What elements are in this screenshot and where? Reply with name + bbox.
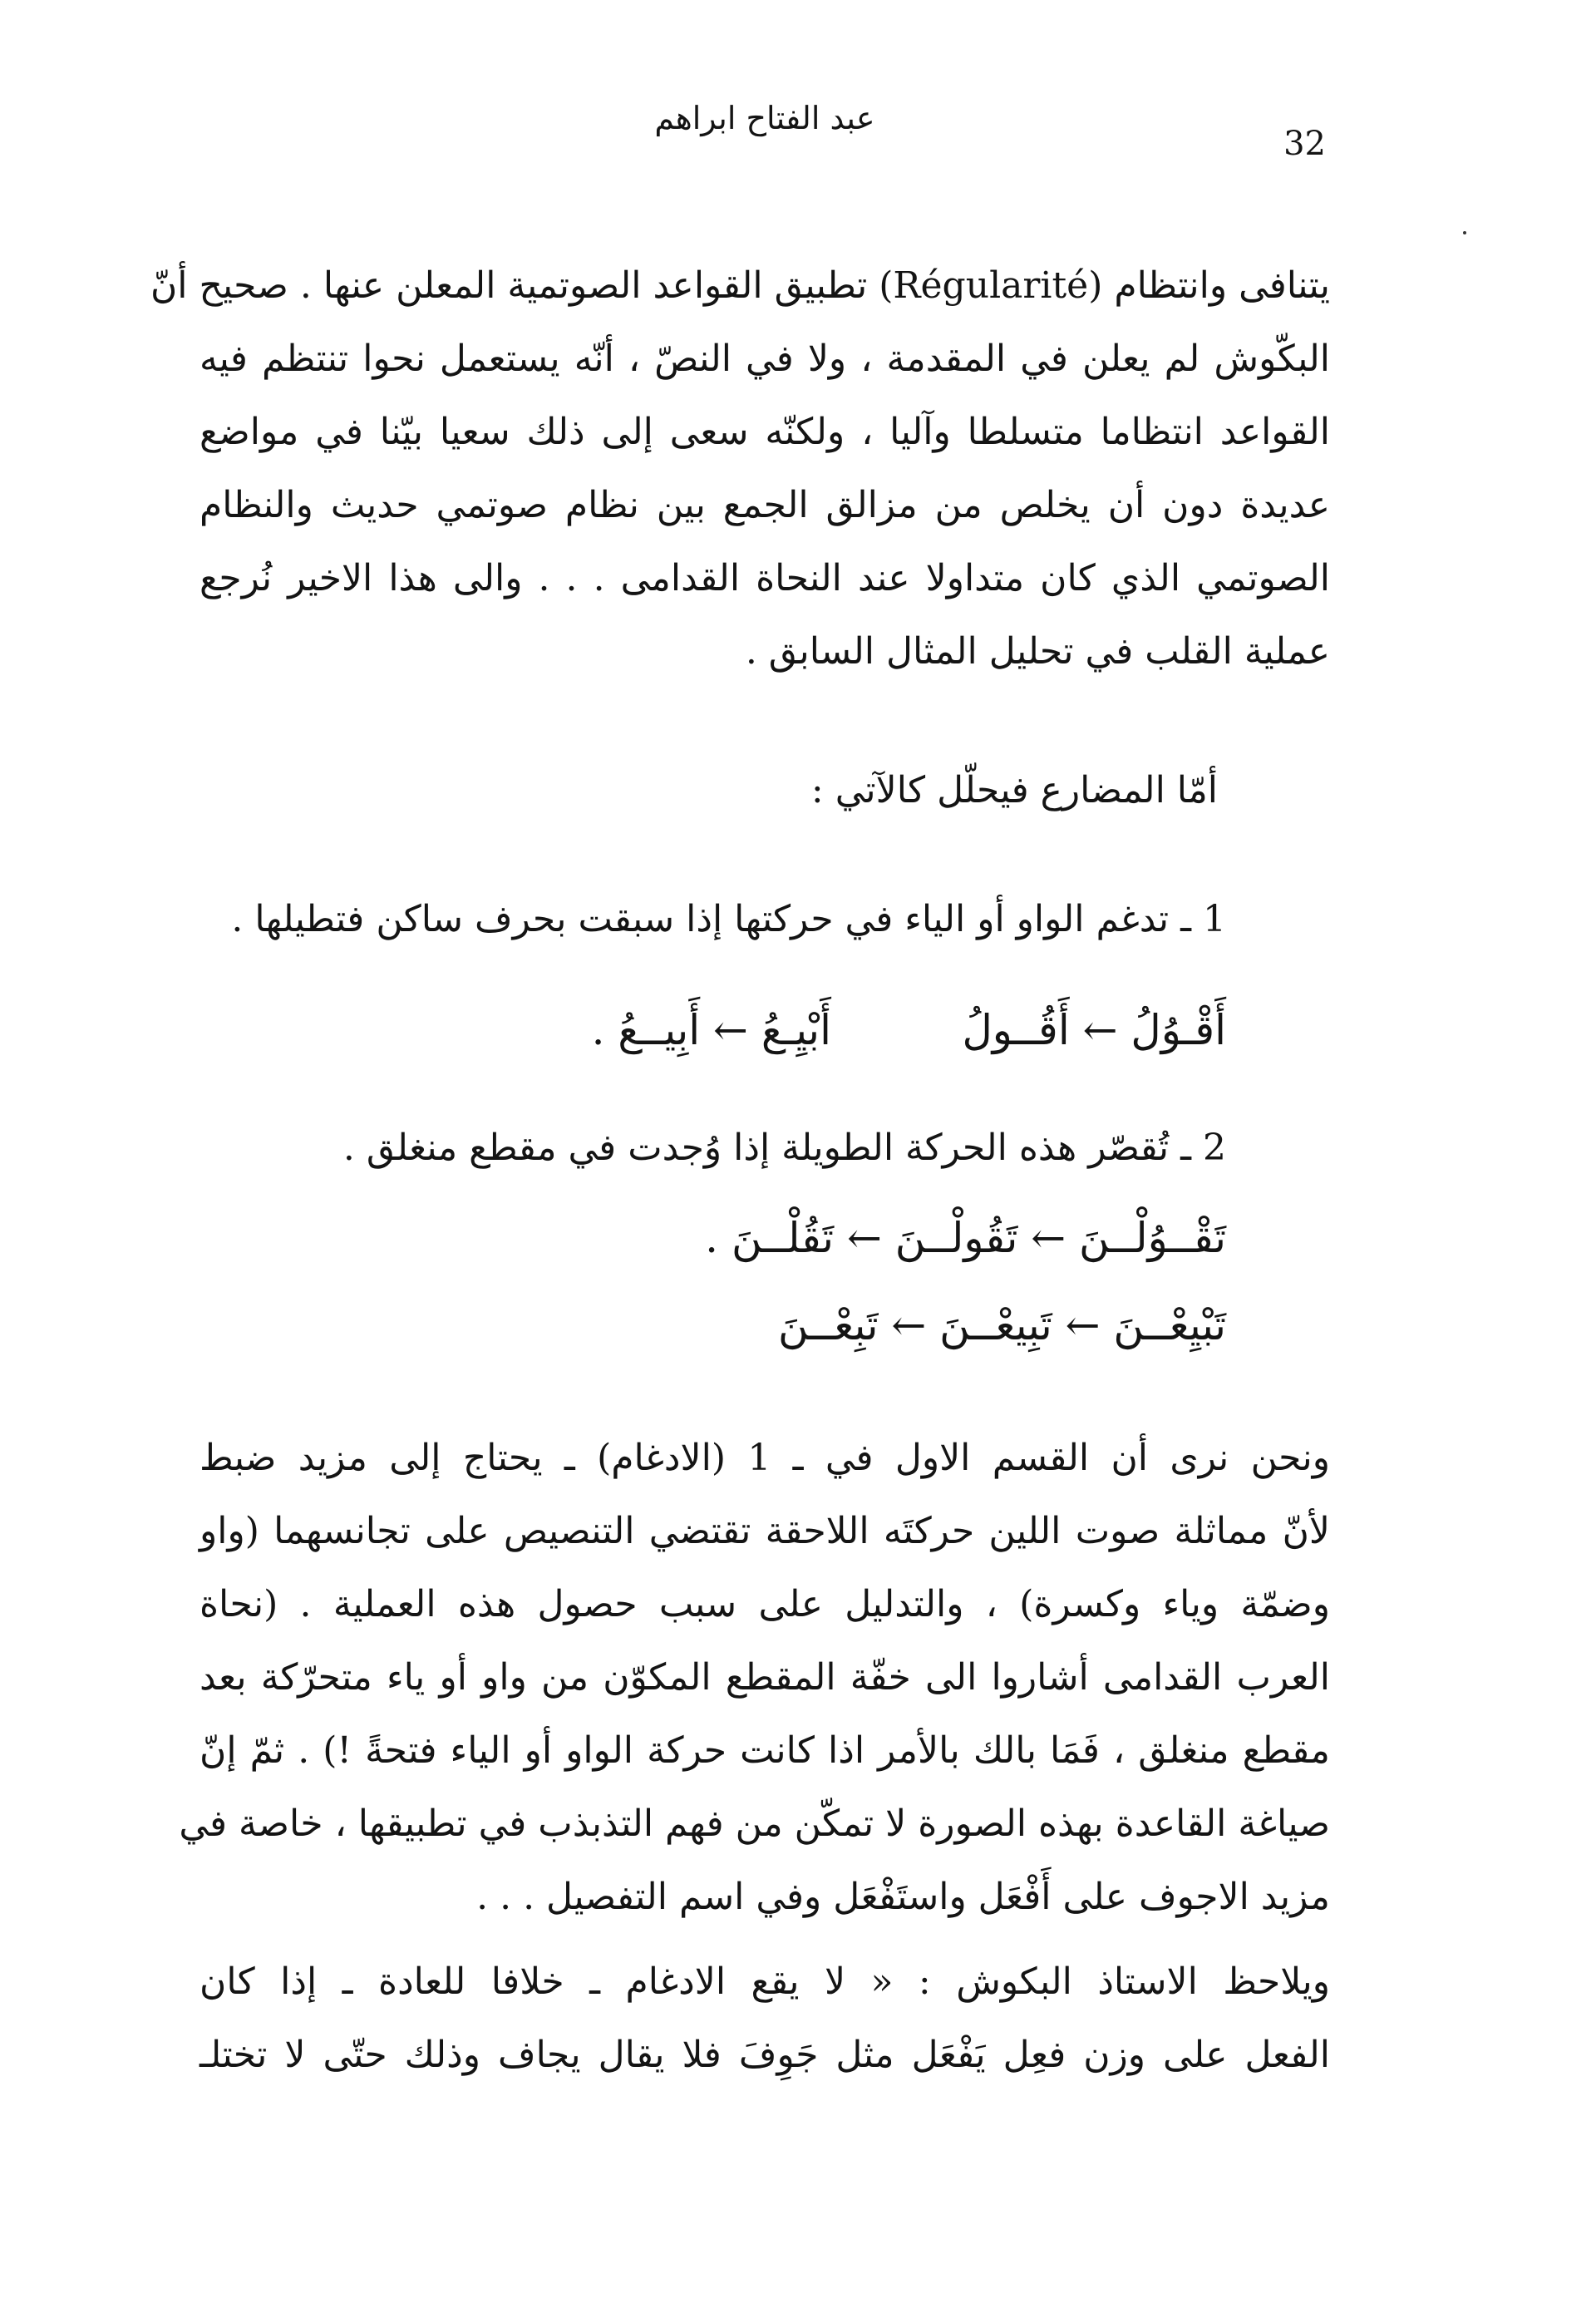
paragraph-line: الفعل على وزن فعِل يَفْعَل مثل جَوِفَ فلا يقال يجاف وذلك حتّى لا تختلـ xyxy=(200,2034,1330,2076)
paragraph-line: وضمّة وياء وكسرة) ، والتدليل على سبب حصول هذه العملية . (نحاة xyxy=(200,1583,1330,1625)
paragraph-line: القواعد انتظاما متسلطا وآليا ، ولكنّه سعى إلى ذلك سعيا بيّنا في مواضع xyxy=(200,411,1330,453)
paragraph-line: مزيد الاجوف على أَفْعَل واستَفْعَل وفي اسم التفصيل . . . xyxy=(476,1876,1330,1918)
rule-1: 1 ـ تدغم الواو أو الياء في حركتها إذا سبقت بحرف ساكن فتطيلها . xyxy=(231,898,1226,940)
example-1b: أَبْيِـعُ ← أَبِيــعُ . xyxy=(591,1006,831,1054)
paragraph-line: لأنّ مماثلة صوت اللين حركتَه اللاحقة تقتضي التنصيص على تجانسهما (واو xyxy=(200,1510,1330,1552)
paragraph-line: ويلاحظ الاستاذ البكوش : « لا يقع الادغام ـ خلافا للعادة ـ إذا كان xyxy=(200,1960,1330,2003)
running-header-author: عبد الفتاح ابراهم xyxy=(654,100,875,136)
example-2a: تَقْــوُلْــنَ ← تَقُولْــنَ ← تَقُلْــنَ . xyxy=(705,1214,1226,1262)
paragraph-line: عديدة دون أن يخلص من مزالق الجمع بين نظام صوتمي حديث والنظام xyxy=(200,484,1330,526)
speck xyxy=(1463,231,1466,234)
page-number: 32 xyxy=(1283,125,1326,163)
paragraph-line: مقطع منغلق ، فَمَا بالك بالأمر اذا كانت حركة الواو أو الياء فتحةً !) . ثمّ إنّ xyxy=(200,1729,1330,1772)
paragraph-line: الصوتمي الذي كان متداولا عند النحاة القدامى . . . والى هذا الاخير نُرجع xyxy=(200,557,1330,599)
paragraph-2 xyxy=(179,1422,1330,1934)
section-intro: أمّا المضارع فيحلّل كالآتي : xyxy=(810,769,1218,811)
paragraph-line: العرب القدامى أشاروا الى خفّة المقطع المكوّن من واو أو ياء متحرّكة بعد xyxy=(200,1656,1330,1699)
paragraph-line: البكّوش لم يعلن في المقدمة ، ولا في النصّ ، أنّه يستعمل نحوا تنتظم فيه xyxy=(200,338,1330,380)
paragraph-3 xyxy=(200,1946,1330,2092)
paragraph-line: صياغة القاعدة بهذه الصورة لا تمكّن من فهم التذبذب في تطبيقها ، خاصة في xyxy=(179,1803,1330,1845)
paragraph-line: يتنافى وانتظام (Régularité) تطبيق القواعد الصوتمية المعلن عنها . صحيح أنّ xyxy=(150,264,1330,307)
rule-2: 2 ـ تُقصّر هذه الحركة الطويلة إذا وُجدت في مقطع منغلق . xyxy=(342,1127,1226,1169)
example-1a: أَقْـوُلُ ← أَقُــولُ xyxy=(962,1006,1226,1054)
example-2b: تَبْيِعْــنَ ← تَبِيعْــنَ ← تَبِعْــنَ xyxy=(778,1301,1226,1349)
paragraph-line: ونحن نرى أن القسم الاول في ـ 1 (الادغام) ـ يحتاج إلى مزيد ضبط xyxy=(200,1437,1330,1479)
paragraph-1 xyxy=(150,249,1330,688)
paragraph-line: عملية القلب في تحليل المثال السابق . xyxy=(745,630,1330,673)
